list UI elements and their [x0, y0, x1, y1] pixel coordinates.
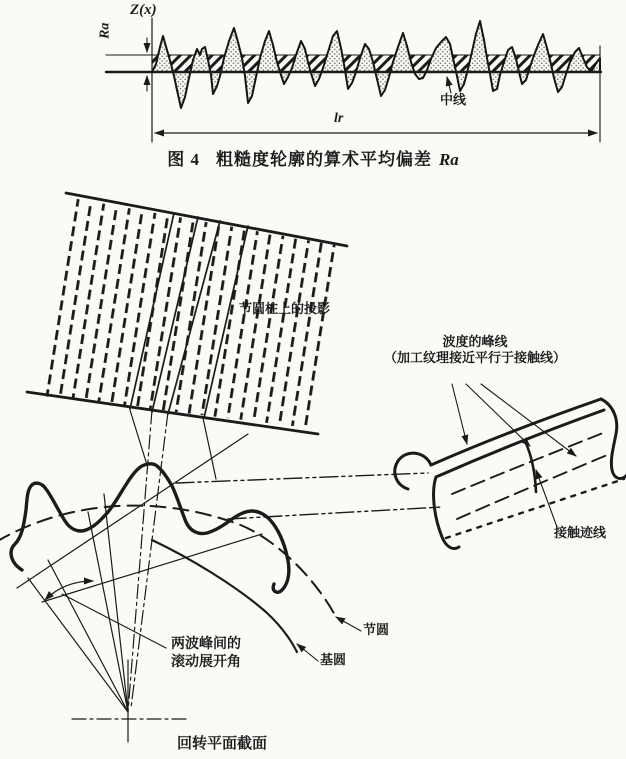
pitch-circle-arc [0, 506, 336, 617]
waviness-label-line2: （加工纹理接近平行于接触线） [383, 350, 566, 366]
section-label: 回转平面截面 [177, 736, 268, 752]
lr-length-label: lr [334, 111, 344, 126]
rolling-angle-label-line2: 滚动展开角 [171, 654, 241, 670]
waviness-label-line1: 波度的峰线 [442, 334, 508, 349]
base-circle-label: 基圆 [320, 652, 347, 667]
figure4-roughness-diagram [106, 18, 601, 142]
rolling-angle-label-line1: 两波峰间的 [171, 637, 241, 652]
contact-trace-curve [525, 441, 536, 492]
contact-trace-label: 接触迹线 [554, 525, 607, 540]
midline-label: 中线 [440, 92, 467, 107]
leader-lines [62, 384, 576, 661]
rolling-angle-label [171, 636, 241, 671]
tangent-lines [17, 434, 262, 602]
figure4-caption-number: 图 4 [167, 150, 200, 169]
pitch-circle-label: 节圆 [363, 622, 390, 637]
waviness-peak-line-dashed-1 [452, 433, 603, 494]
figure4-caption [0, 145, 626, 170]
figure4-caption-symbol: Ra [438, 150, 459, 169]
z-axis-label: Z(x) [130, 2, 157, 18]
ra-dimension-label: Ra [97, 22, 113, 39]
radial-lines [28, 494, 128, 712]
waviness-label [330, 334, 620, 367]
phantom-connector-lines [176, 473, 443, 519]
midline-leader-arrow [447, 77, 451, 93]
figure4-caption-text: 粗糙度轮廓的算术平均偏差 [215, 150, 432, 169]
projection-label: 节圆柱上的投影 [239, 301, 331, 316]
gear-waviness-diagram [0, 193, 626, 742]
rotation-center-mark [72, 660, 188, 742]
